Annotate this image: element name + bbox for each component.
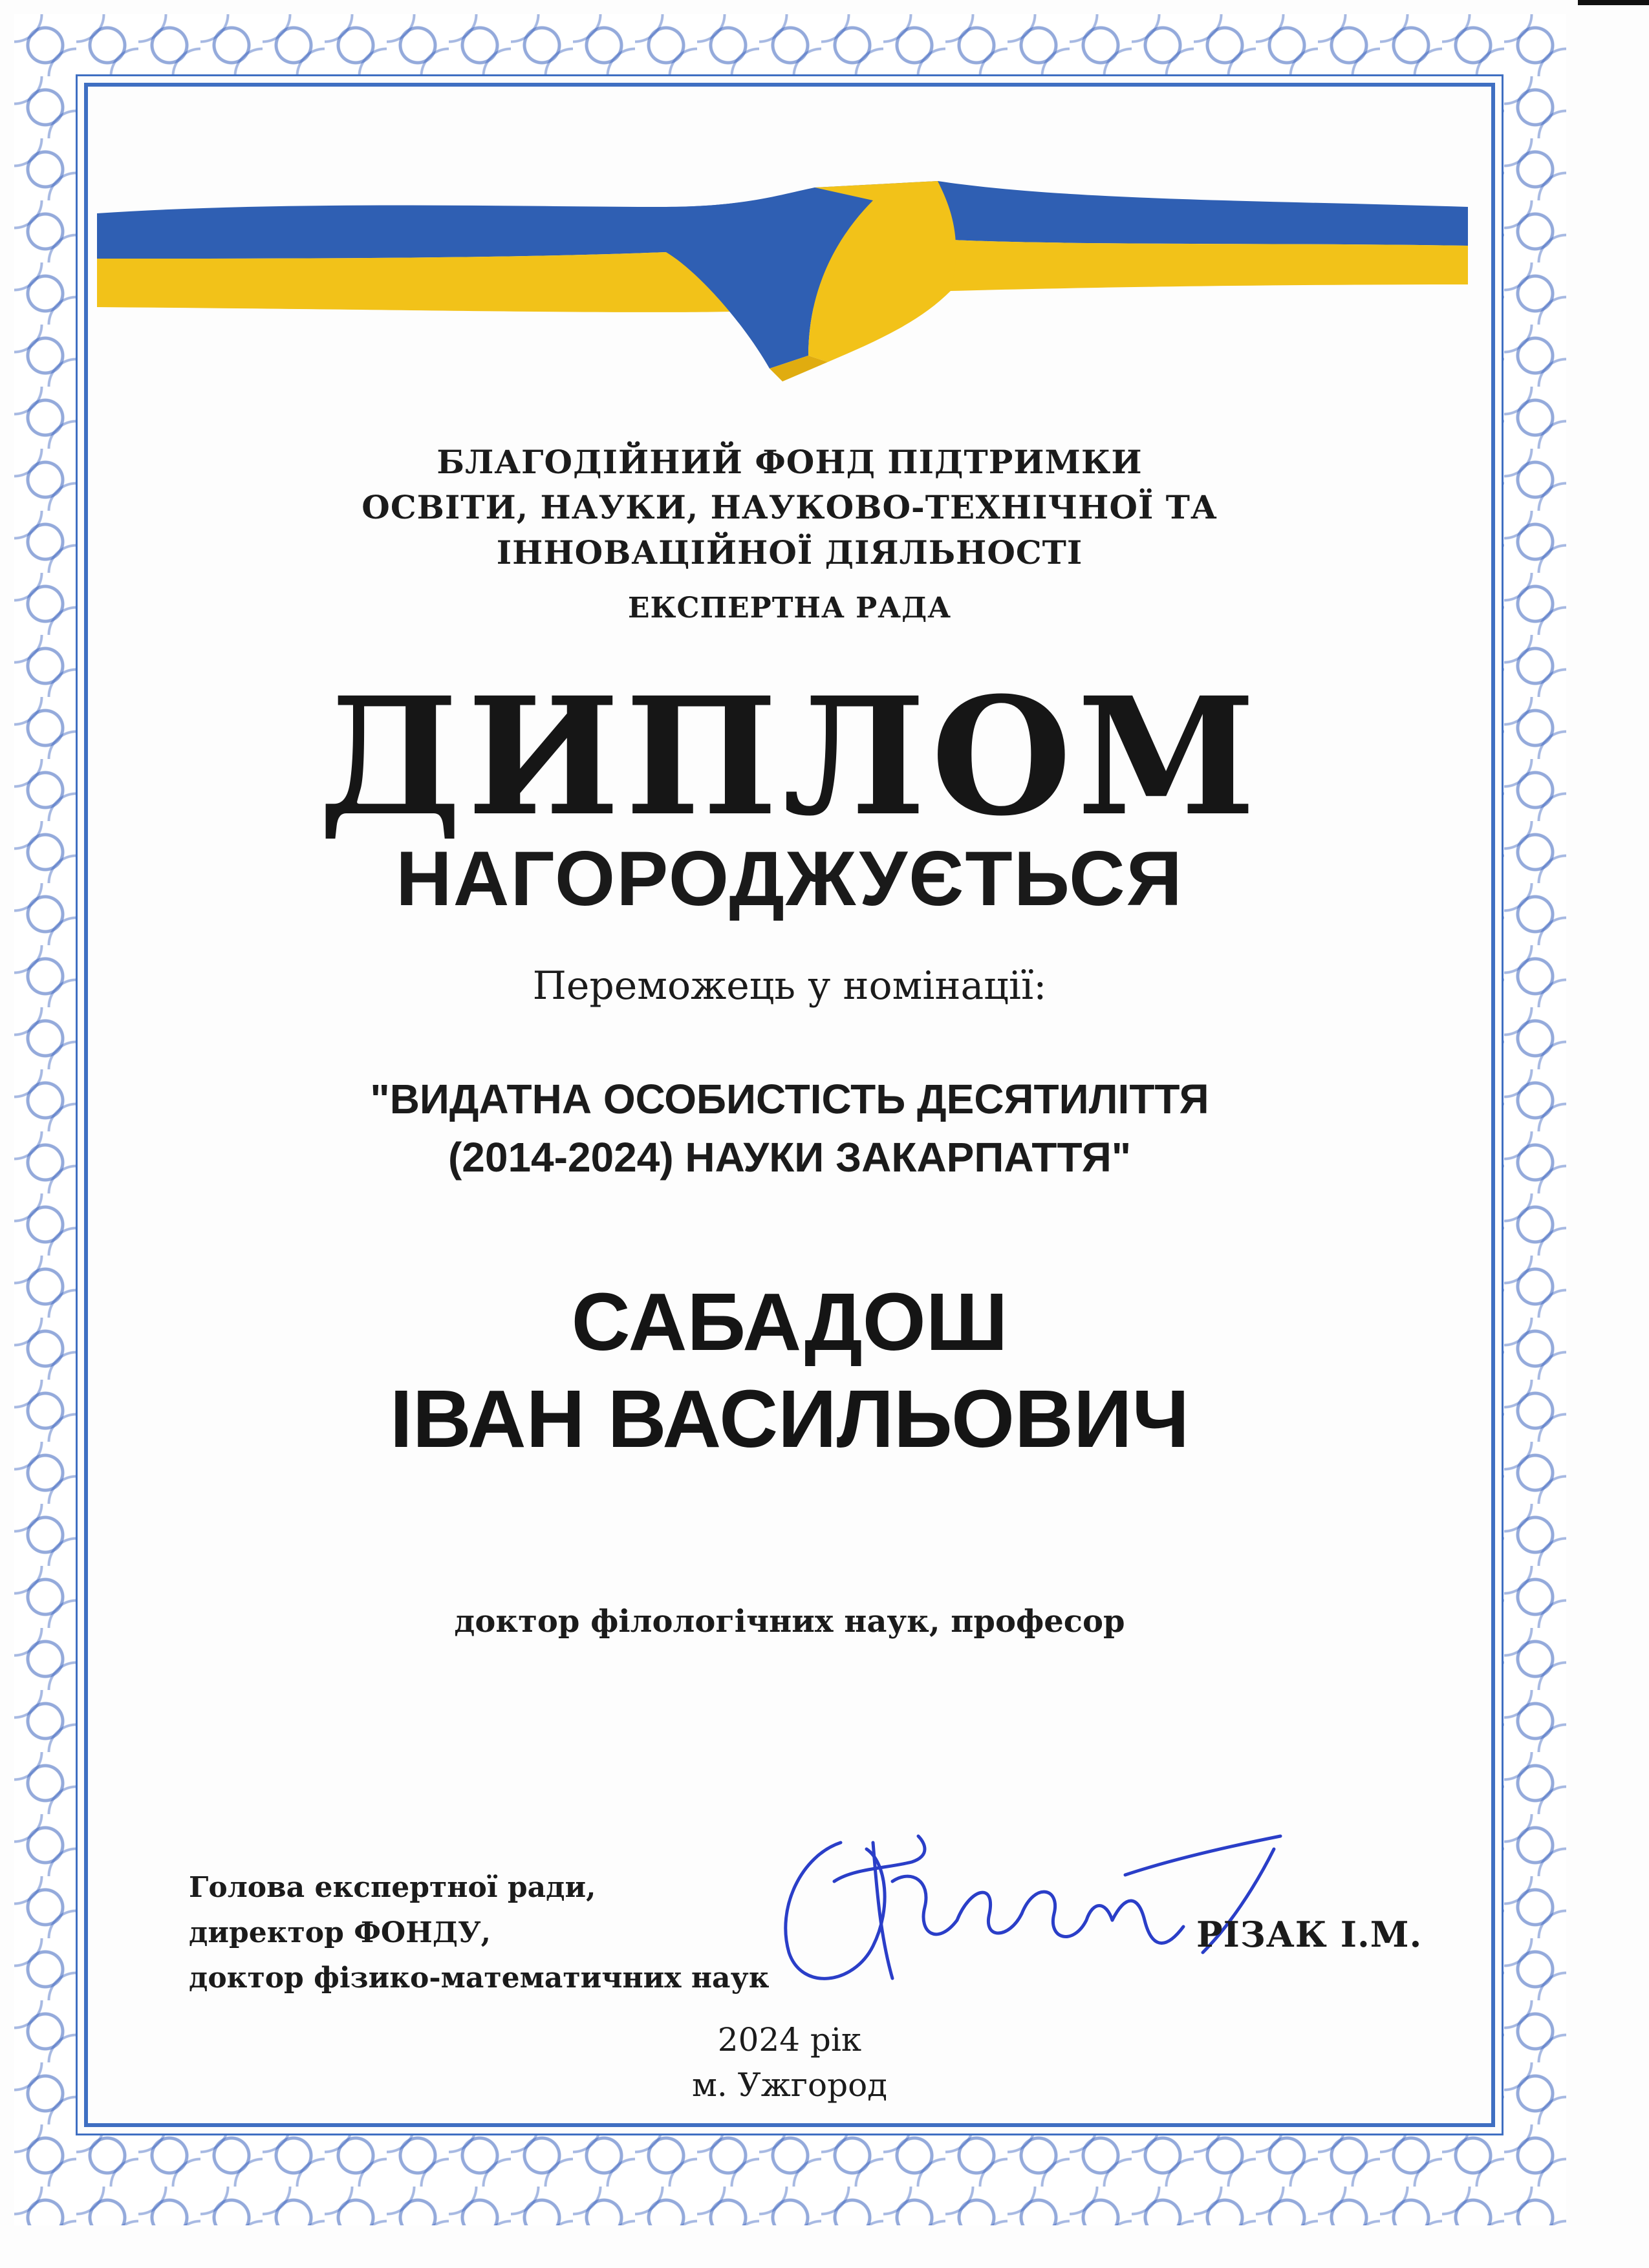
- signatory-title-line-2: директор ФОНДУ,: [189, 1916, 491, 1949]
- nomination-title: [84, 1070, 1495, 1186]
- nomination-intro: Переможець у номінації:: [532, 963, 1047, 1009]
- recipient-degree: доктор філологічних наук, професор: [454, 1603, 1125, 1640]
- signatory-title-line-1: Голова експертної ради,: [189, 1871, 596, 1904]
- foundation-name: [84, 440, 1495, 575]
- signatory-title: [189, 1865, 770, 2001]
- recipient-name: [84, 1274, 1495, 1468]
- issue-year: 2024 рік: [717, 2021, 862, 2059]
- nomination-line-2: (2014-2024) НАУКИ ЗАКАРПАТТЯ": [447, 1134, 1132, 1181]
- ukraine-flag-ribbon: [97, 162, 1468, 394]
- recipient-given-names: ІВАН ВАСИЛЬОВИЧ: [389, 1373, 1190, 1464]
- issue-city: м. Ужгород: [691, 2066, 887, 2104]
- foundation-line-1: БЛАГОДІЙНИЙ ФОНД ПІДТРИМКИ: [436, 443, 1143, 481]
- foundation-line-3: ІННОВАЦІЙНОЇ ДІЯЛЬНОСТІ: [496, 533, 1083, 572]
- issue-place-date: [84, 2017, 1495, 2108]
- signatory-title-line-3: доктор фізико-математичних наук: [189, 1962, 770, 1995]
- recipient-surname: САБАДОШ: [571, 1276, 1008, 1367]
- diploma-title: ДИПЛОМ: [318, 661, 1262, 851]
- nomination-line-1: "ВИДАТНА ОСОБИСТІСТЬ ДЕСЯТИЛІТТЯ: [370, 1076, 1209, 1122]
- foundation-line-2: ОСВІТИ, НАУКИ, НАУКОВО-ТЕХНІЧНОЇ ТА: [361, 488, 1218, 526]
- signatory-name: РІЗАК І.М.: [1196, 1914, 1423, 1955]
- scan-corner-mark: [1578, 0, 1649, 5]
- awarded-heading: НАГОРОДЖУЄТЬСЯ: [396, 835, 1183, 922]
- expert-council-label: ЕКСПЕРТНА РАДА: [627, 592, 952, 625]
